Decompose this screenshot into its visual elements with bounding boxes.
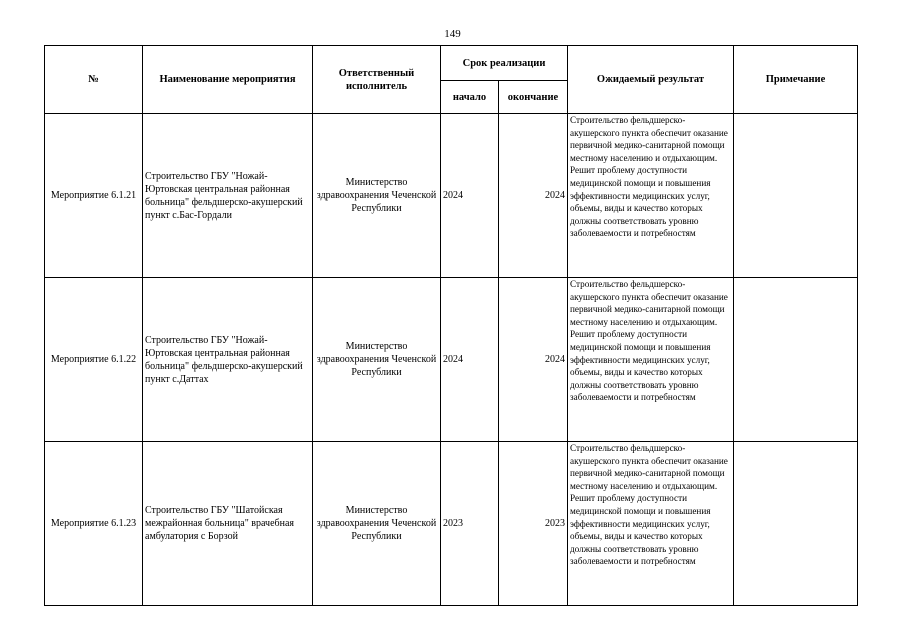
measure-note [734, 114, 858, 278]
measure-name: Строительство ГБУ "Ножай-Юртовская центральная районная больница" фельдшерско-акушерский пункт с.Бас-Гордали [143, 114, 313, 278]
header-row-top [45, 46, 858, 81]
measure-result-cell [568, 278, 734, 442]
measure-executor: Министерство здравоохранения Чеченской Республики [313, 114, 441, 278]
header-period: Срок реализации [441, 46, 568, 81]
measure-executor: Министерство здравоохранения Чеченской Республики [313, 442, 441, 606]
measure-name: Строительство ГБУ "Ножай-Юртовская центральная районная больница" фельдшерско-акушерский пункт с.Даттах [143, 278, 313, 442]
header-executor: Ответственный исполнитель [313, 46, 441, 114]
measure-number: Мероприятие 6.1.23 [45, 442, 143, 606]
measures-table [44, 45, 858, 606]
measure-result: Строительство фельдшерско-акушерского пункта обеспечит оказание первичной медико-санитарной помощи местному населению и отдыхающим. Решит проблему доступности медицинской помощи и повышения эффективности медицинских услуг, объемы, виды и качество которых должны соответствовать уровню заболеваемости и потребностям [570, 443, 728, 567]
measure-executor: Министерство здравоохранения Чеченской Республики [313, 278, 441, 442]
table-row [45, 278, 858, 442]
measure-result-cell [568, 114, 734, 278]
measure-end-year: 2024 [499, 278, 568, 442]
table-row [45, 114, 858, 278]
measure-note [734, 278, 858, 442]
page-number: 149 [444, 28, 461, 40]
measure-name: Строительство ГБУ "Шатойская межрайонная больница" врачебная амбулатория с Борзой [143, 442, 313, 606]
header-name: Наименование мероприятия [143, 46, 313, 114]
measure-start-year: 2023 [441, 442, 499, 606]
measure-note [734, 442, 858, 606]
header-start: начало [441, 81, 499, 114]
measure-end-year: 2023 [499, 442, 568, 606]
measure-number: Мероприятие 6.1.22 [45, 278, 143, 442]
measure-result: Строительство фельдшерско-акушерского пункта обеспечит оказание первичной медико-санитарной помощи местному населению и отдыхающим. Решит проблему доступности медицинской помощи и повышения эффективности медицинских услуг, объемы, виды и качество которых должны соответствовать уровню заболеваемости и потребностям [570, 115, 728, 239]
header-result: Ожидаемый результат [568, 46, 734, 114]
header-num: № [45, 46, 143, 114]
header-end: окончание [499, 81, 568, 114]
measure-end-year: 2024 [499, 114, 568, 278]
measure-result-cell [568, 442, 734, 606]
table-row [45, 442, 858, 606]
measure-start-year: 2024 [441, 278, 499, 442]
header-note: Примечание [734, 46, 858, 114]
measure-result: Строительство фельдшерско-акушерского пункта обеспечит оказание первичной медико-санитарной помощи местному населению и отдыхающим. Решит проблему доступности медицинской помощи и повышения эффективности медицинских услуг, объемы, виды и качество которых должны соответствовать уровню заболеваемости и потребностям [570, 279, 728, 403]
measure-number: Мероприятие 6.1.21 [45, 114, 143, 278]
measure-start-year: 2024 [441, 114, 499, 278]
